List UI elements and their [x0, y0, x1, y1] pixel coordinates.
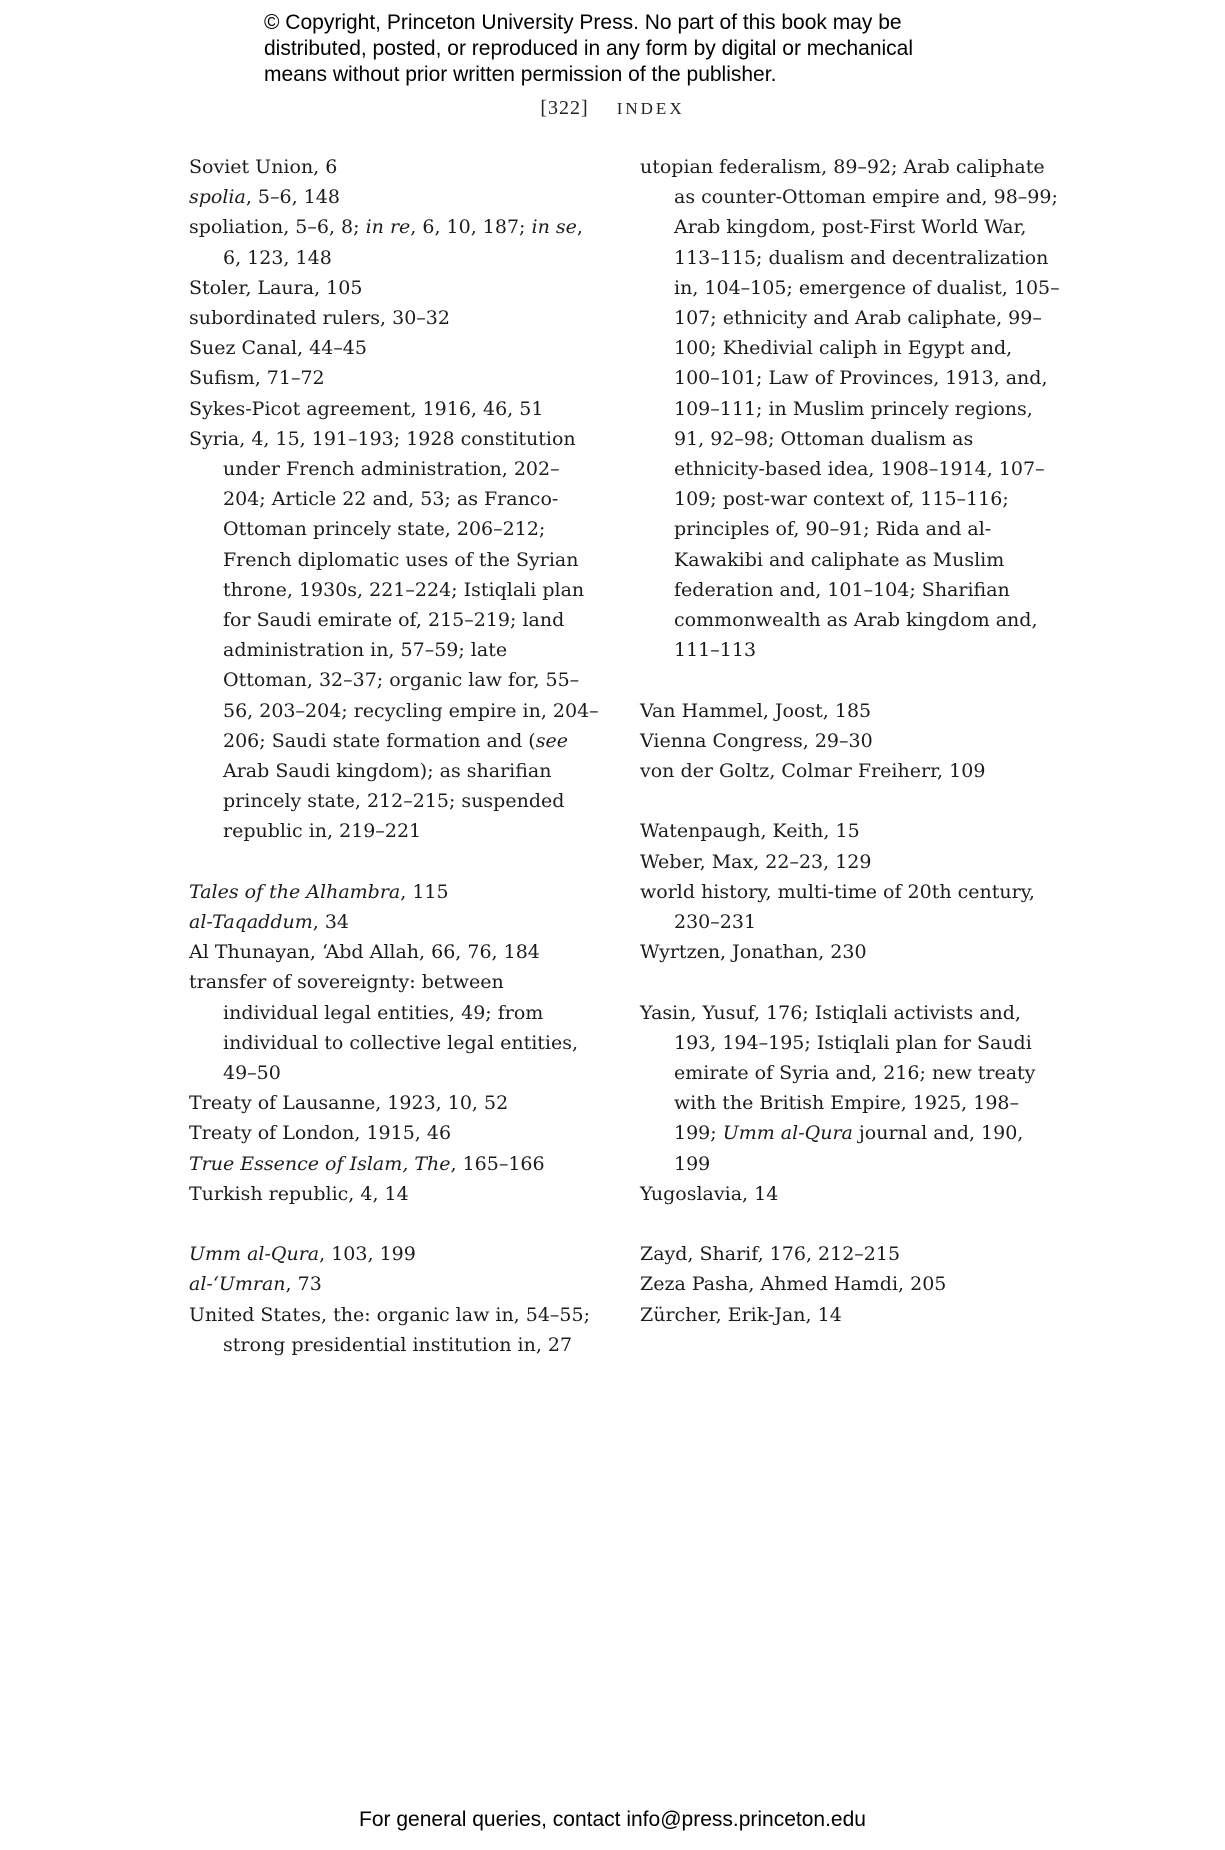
- entry-text: Zürcher, Erik-Jan, 14: [640, 1303, 842, 1326]
- entry-text: Treaty of London, 1915, 46: [189, 1122, 452, 1145]
- entry-text: Soviet Union, 6: [189, 156, 338, 178]
- index-entry: [189, 1300, 599, 1360]
- entry-text: Watenpaugh, Keith, 15: [640, 820, 860, 843]
- index-entry: [189, 303, 599, 333]
- entry-text: Yugoslavia, 14: [640, 1182, 779, 1205]
- entry-text: , 73: [285, 1273, 322, 1296]
- index-entry: [640, 877, 1060, 937]
- entry-text: Vienna Congress, 29–30: [640, 729, 873, 752]
- entry-text: , 6, 123, 148: [223, 216, 583, 269]
- index-entry: [189, 877, 599, 907]
- footer-contact: For general queries, contact info@press.princeton.edu: [359, 1808, 866, 1831]
- index-entry: [189, 394, 599, 424]
- index-entry: [640, 816, 1060, 846]
- italic-text: Umm al-Qura: [722, 1122, 853, 1145]
- index-entry: [189, 182, 599, 212]
- index-entry: [189, 907, 599, 937]
- entry-text: transfer of sovereignty: between individual legal entities, 49; from individual to collective legal entities, 49–50: [189, 971, 579, 1085]
- italic-text: spolia: [189, 186, 246, 209]
- index-entry: [189, 1179, 599, 1209]
- index-entry: [189, 152, 599, 182]
- entry-text: Yasin, Yusuf, 176; Istiqlali activists and, 193, 194–195; Istiqlali plan for Saudi emirate of Syria and, 216; new treaty with the British Empire, 1925, 198–199;: [640, 1001, 1036, 1145]
- italic-text: in se: [531, 216, 577, 239]
- italic-text: Umm al-Qura: [189, 1243, 320, 1266]
- entry-text: utopian federalism, 89–92; Arab caliphate as counter-Ottoman empire and, 98–99; Arab kingdom, post-First World War, 113–115; dualism and decentralization in, 104–105; emergence of dualist, 105–107; ethnicity and Arab caliphate, 99–100; Khedivial caliph in Egypt and, 100–101; Law of Provinces, 1913, and, 109–111; in Muslim princely regions, 91, 92–98; Ottoman dualism as ethnicity-based idea, 1908–1914, 107–109; post-war context of, 115–116; principles of, 90–91; Rida and al-Kawakibi and caliphate as Muslim federation and, 101–104; Sharifian commonwealth as Arab kingdom and, 111–113: [640, 156, 1060, 662]
- entry-text: , 34: [312, 911, 350, 934]
- entry-text: Treaty of Lausanne, 1923, 10, 52: [189, 1092, 509, 1115]
- index-entry: [189, 333, 599, 363]
- italic-text: Tales of the Alhambra: [189, 880, 401, 903]
- entry-text: Stoler, Laura, 105: [189, 276, 363, 299]
- entry-text: , 115: [400, 880, 449, 903]
- index-entry: [189, 1239, 599, 1269]
- page-number: [322]: [540, 97, 589, 119]
- index-entry: [189, 1269, 599, 1299]
- entry-text: , 103, 199: [319, 1243, 416, 1266]
- index-entry: [640, 1300, 1060, 1330]
- entry-text: Zayd, Sharif, 176, 212–215: [640, 1243, 901, 1266]
- copyright-line: distributed, posted, or reproduced in any form by digital or mechanical: [264, 37, 914, 60]
- section-gap: [640, 665, 1060, 695]
- index-entry: [640, 726, 1060, 756]
- entry-text: Syria, 4, 15, 191–193; 1928 constitution under French administration, 202–204; Article 22 and, 53; as Franco-Ottoman princely state, 206–212; French diplomatic uses of the Syrian throne, 1930s, 221–224; Istiqlali plan for Saudi emirate of, 215–219; land administration in, 57–59; late Ottoman, 32–37; organic law for, 55–56, 203–204; recycling empire in, 204–206; Saudi state formation and (: [189, 427, 599, 752]
- entry-text: , 5–6, 148: [245, 186, 340, 209]
- copyright-line: means without prior written permission of the publisher.: [264, 63, 777, 86]
- section-gap: [640, 786, 1060, 816]
- italic-text: al-Taqaddum: [189, 911, 313, 934]
- entry-text: , 6, 10, 187;: [410, 216, 532, 239]
- italic-text: see: [535, 729, 568, 752]
- index-column-left: [189, 152, 599, 1360]
- italic-text: al-ʻUmran: [189, 1273, 286, 1296]
- entry-text: Turkish republic, 4, 14: [189, 1182, 409, 1205]
- index-column-right: [640, 152, 1060, 1330]
- index-entry: [640, 847, 1060, 877]
- entry-text: von der Goltz, Colmar Freiherr, 109: [640, 760, 986, 783]
- index-entry: [640, 998, 1060, 1179]
- entry-text: subordinated rulers, 30–32: [189, 307, 450, 330]
- entry-text: Arab Saudi kingdom); as sharifian princely state, 212–215; suspended republic in, 219–221: [223, 760, 565, 843]
- index-entry: [189, 424, 599, 847]
- entry-text: world history, multi-time of 20th century, 230–231: [640, 880, 1035, 934]
- copyright-line: © Copyright, Princeton University Press. No part of this book may be: [264, 11, 902, 34]
- index-entry: [189, 1149, 599, 1179]
- entry-text: Al Thunayan, ʻAbd Allah, 66, 76, 184: [189, 941, 540, 964]
- index-entry: [189, 273, 599, 303]
- entry-text: Van Hammel, Joost, 185: [640, 699, 872, 722]
- entry-text: , 165–166: [450, 1152, 545, 1175]
- entry-text: United States, the: organic law in, 54–55; strong presidential institution in, 27: [189, 1303, 591, 1356]
- index-entry: [640, 696, 1060, 726]
- copyright-notice: [264, 10, 1024, 88]
- section-gap: [640, 967, 1060, 997]
- index-entry: [640, 756, 1060, 786]
- index-entry: [640, 1269, 1060, 1299]
- entry-text: spoliation, 5–6, 8;: [189, 216, 366, 239]
- index-entry: [640, 152, 1060, 665]
- entry-text: Zeza Pasha, Ahmed Hamdi, 205: [640, 1273, 947, 1296]
- index-entry: [189, 967, 599, 1088]
- italic-text: in re: [365, 216, 411, 239]
- section-title: INDEX: [616, 99, 685, 118]
- index-entry: [640, 1239, 1060, 1269]
- entry-text: Weber, Max, 22–23, 129: [640, 850, 872, 873]
- entry-text: Sufism, 71–72: [189, 367, 325, 390]
- entry-text: journal and, 190, 199: [674, 1122, 1024, 1175]
- running-head: [0, 97, 1225, 120]
- section-gap: [640, 1209, 1060, 1239]
- entry-text: Suez Canal, 44–45: [189, 337, 367, 360]
- index-entry: [640, 937, 1060, 967]
- index-entry: [189, 1088, 599, 1118]
- index-entry: [189, 1118, 599, 1148]
- section-gap: [189, 847, 599, 877]
- entry-text: Sykes-Picot agreement, 1916, 46, 51: [189, 397, 544, 420]
- index-entry: [189, 937, 599, 967]
- index-entry: [189, 363, 599, 393]
- index-entry: [640, 1179, 1060, 1209]
- italic-text: True Essence of Islam, The: [189, 1152, 451, 1175]
- entry-text: Wyrtzen, Jonathan, 230: [640, 941, 867, 964]
- section-gap: [189, 1209, 599, 1239]
- index-entry: [189, 212, 599, 272]
